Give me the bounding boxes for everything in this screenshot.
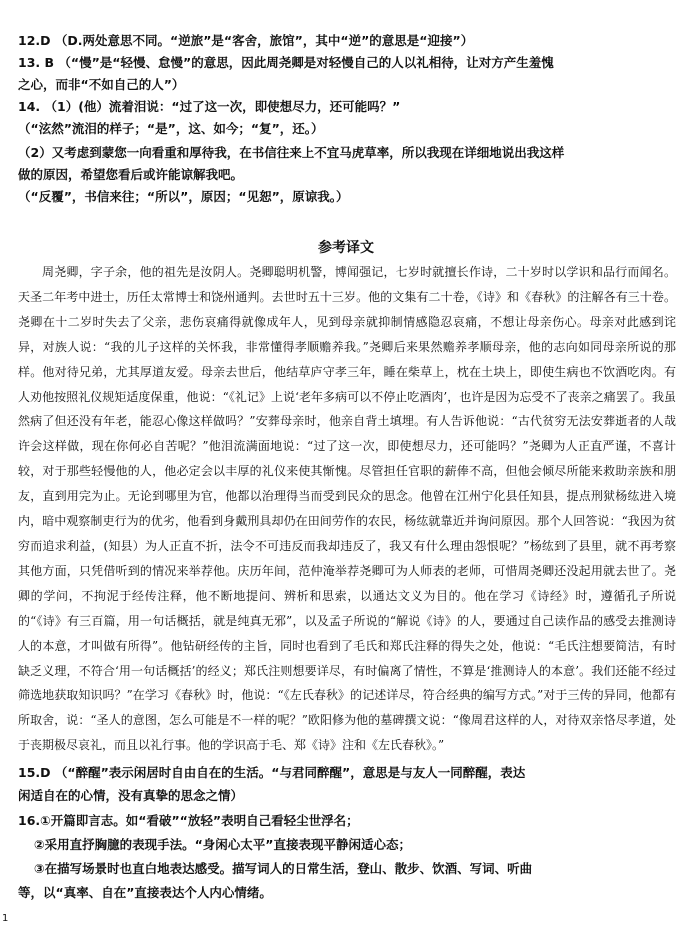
answer-12: 12.D （D.两处意思不同。“逆旅”是“客舍，旅馆”，其中“逆”的意思是“迎接”） [18, 33, 474, 48]
translation-title: 参考译文 [318, 240, 374, 256]
answer-16-point-3-line-1: ③在描写场景时也直白地表达感受。描写词人的日常生活，登山、散步、饮酒、写词、听曲 [34, 861, 533, 876]
answer-14-note-2: （“反覆”，书信来往；“所以”，原因；“见恕”，原谅我。） [18, 189, 349, 204]
answer-15-line-2: 闲适自在的心情，没有真挚的思念之情） [18, 788, 244, 803]
answer-16-point-1: 16.①开篇即言志。如“看破”“放轻”表明自己看轻尘世浮名； [18, 813, 359, 828]
answer-15-line-1: 15.D （“醉醒”表示闲居时自由自在的生活。“与君同醉醒”，意思是与友人一同醉醒，表达 [18, 765, 526, 780]
translation-body: 周尧卿，字子余，他的祖先是汝阴人。尧卿聪明机警，博闻强记，七岁时就擅长作诗，二十岁时以学识和品行而闻名。天圣二年考中进士，历任太常博士和饶州通判。去世时五十三岁。他的文集有二十卷，《诗》和《春秋》的注解各有三十卷。尧卿在十二岁时失去了父亲，悲伤哀痛得就像成年人，见到母亲就抑制情感隐忍哀痛，不想让母亲伤心。母亲对此感到诧异，对族人说：“我的儿子这样的关怀我，非常懂得孝顺赡养我。”尧卿后来果然赡养孝顺母亲，他的志向如同母亲所说的那样。他对待兄弟，尤其厚道友爱。母亲去世后，他结草庐守孝三年，睡在柴草上，枕在土块上，即使生病也不饮酒吃肉。有人劝他按照礼仪规矩适度保重，他说：“《礼记》上说‘老年多病可以不停止吃酒肉’，也许是因为忘受不了丧亲之痛罢了。我虽然病了但还没有年老，能忍心像这样做吗？”安葬母亲时，他亲自背土填埋。有人告诉他说：“古代贫穷无法安葬逝者的人哉许会这样做，现在你何必自苦呢？”他泪流满面地说：“过了这一次，即使想尽力，还可能吗？”尧卿为人正直严谨，不喜计较，对于那些轻慢他的人，他必定会以丰厚的礼仪来使其惭愧。尽管担任官职的薪俸不高，但他会倾尽所能来救助亲族和朋友，直到用完为止。无论到哪里为官，他都以治理得当而受到民众的思念。他曾在江州宁化县任知县，提点刑狱杨纮进入境内，暗中观察制吏行为的优劣，他看到身戴刑具却仍在田间劳作的农民，杨纮就靠近并询问原因。那个人回答说：“我因为贫穷而追求利益，(知县）为人正直不折，法令不可违反而我却违反了，我又有什么理由怨恨呢？”杨纮到了县里，就不再考察其他方面，只凭借听到的情况来举荐他。庆历年间，范仲淹举荐尧卿可为人师表的老师，可惜周尧卿还没起用就去世了。尧卿的学问，不拘泥于经传注释，他不断地提问、辨析和思索，以通达文义为目的。他在学习《诗经》时，遵循孔子所说的“《诗》有三百篇，用一句话概括，就是纯真无邪”，以及孟子所说的“解说《诗》的人，要通过自己读作品的感受去推测诗人的本意，才叫做有所得”。他钻研经传的主旨，同时也看到了毛氏和郑氏注释的得失之处，他说：“毛氏注想要简洁，有时缺乏义理，不符合‘用一句话概括’的经义；郑氏注则想要详尽，有时偏离了情性，不算是‘推测诗人的本意’。我们还能不经过筛选地获取知识吗？”在学习《春秋》时，他说：“《左氏春秋》的记述详尽，符合经典的编写方式。”对于三传的异同，他都有所取舍，说：“圣人的意图，怎么可能是不一样的呢？”欧阳修为他的墓碑撰文说：“像周君这样的人，对待双亲恪尽孝道，处于丧期极尽哀礼，而且以礼行事。他的学识高于毛、郑《诗》注和《左氏春秋》。” [18, 265, 676, 753]
answer-14-part-2-line-1: （2）又考虑到蒙您一向看重和厚待我，在书信往来上不宜马虎草率，所以我现在详细地说出我这样 [18, 145, 565, 160]
answer-14-part-1: 14. （1）(他）流着泪说：“过了这一次，即使想尽力，还可能吗？” [18, 99, 401, 114]
answer-16-point-3-line-2: 等，以“真率、自在”直接表达个人内心情绪。 [18, 885, 272, 900]
answer-14-note-1: （“泫然”流泪的样子；“是”，这、如今；“复”，还。） [18, 121, 324, 136]
answer-16-point-2: ②采用直抒胸臆的表现手法。“身闲心太平”直接表现平静闲适心态； [34, 837, 412, 852]
page-number: 1 [2, 913, 9, 924]
answer-14-part-2-line-2: 做的原因，希望您看后或许能谅解我吧。 [18, 167, 244, 182]
answer-13-line-2: 之心，而非“不如自己的人”） [18, 77, 185, 92]
answer-13-line-1: 13. B （“慢”是“轻慢、怠慢”的意思，因此周尧卿是对轻慢自己的人以礼相待，让对方产生羞愧 [18, 55, 554, 70]
